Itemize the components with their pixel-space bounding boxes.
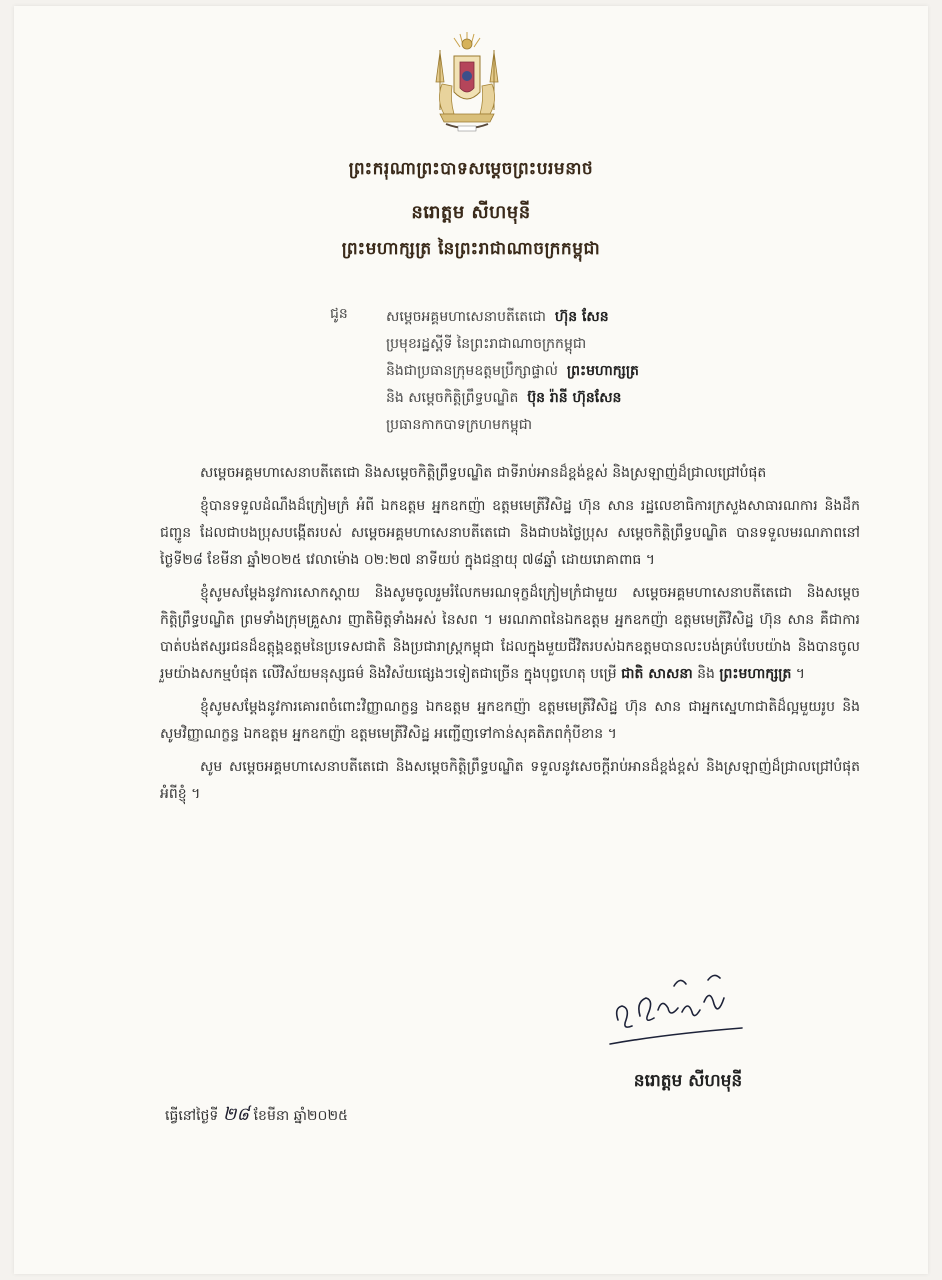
news-paragraph: ខ្ញុំបានទទួលដំណឹងដ៏ក្រៀមក្រំ អំពី ឯកឧត្តម អ្នកឧកញ៉ា ឧត្តមមេត្រីវិសិដ្ឋ ហ៊ុន សាន រដ្ឋលេខាធិការក្រសួងសាធារណការ និងដឹកជញ្ជូន ដែលជាបងប្រុសបង្កើតរបស់ សម្តេចអគ្គមហាសេនាបតីតេជោ និងជាបងថ្លៃប្រុស សម្តេចកិត្តិព្រឹទ្ធបណ្ឌិត បានទទួលមរណភាពនៅថ្ងៃទី២៨ ខែមីនា ឆ្នាំ២០២៥ វេលាម៉ោង ០២:២៧ នាទីយប់ ក្នុងជន្មាយុ ៧៨ឆ្នាំ ដោយរោគាពាធ ។ <box>160 498 860 568</box>
recipient-block <box>386 304 816 439</box>
royal-name-heading: នរោត្តម សីហមុនី <box>411 202 531 223</box>
handwritten-signature <box>596 968 746 1060</box>
nation-religion-text: ជាតិ សាសនា <box>621 666 693 682</box>
royal-title-king: ព្រះមហាក្សត្រ នៃព្រះរាជាណាចក្រកម្ពុជា <box>341 239 601 259</box>
recipient-line-1 <box>386 304 816 331</box>
condolence-paragraph <box>160 580 860 688</box>
recipient-king-ref: ព្រះមហាក្សត្រ <box>566 363 639 379</box>
recipient-line-4 <box>386 385 816 412</box>
recipient-name: ហ៊ុន សែន <box>554 309 609 325</box>
signer-name: នរោត្តម សីហមុនី <box>633 1071 743 1091</box>
date-prefix: ធ្វើនៅថ្ងៃទី <box>165 1108 219 1124</box>
recipient-line-5: ប្រធានកាកបាទក្រហមកម្ពុជា <box>386 417 533 433</box>
condolence-text: ខ្ញុំសូមសម្តែងនូវការសោកស្តាយ និងសូមចូលរួមរំលែកមរណទុក្ខដ៏ក្រៀមក្រំជាមួយ សម្តេចអគ្គមហាសេនាបតីតេជោ និងសម្តេចកិត្តិព្រឹទ្ធបណ្ឌិត ព្រមទាំងក្រុមគ្រួសារ ញាតិមិត្តទាំងអស់ នៃសព ។ មរណភាពនៃឯកឧត្តម អ្នកឧកញ៉ា ឧត្តមមេត្រីវិសិដ្ឋ ហ៊ុន សាន គឺជាការបាត់បង់ឥស្សរជនដ៏ឧត្តុង្គឧត្តមនៃប្រទេសជាតិ និងប្រជារាស្ត្រកម្ពុជា ដែលក្នុងមួយជីវិតរបស់ឯកឧត្តមបានលះបង់គ្រប់បែបយ៉ាង និងបានចូលរួមយ៉ាងសកម្មបំផុត លើវិស័យមនុស្សធម៌ និងវិស័យផ្សេងៗទៀតជាច្រើន ក្នុងបុព្វហេតុ បម្រើ <box>160 585 860 682</box>
date-day-handwritten: ២៨ <box>222 1104 250 1125</box>
period-text: ។ <box>795 666 806 682</box>
royal-emblem-icon <box>418 30 516 138</box>
conjunction-text: និង <box>697 666 715 682</box>
date-line <box>165 1102 348 1129</box>
recipient-title: សម្តេចអគ្គមហាសេនាបតីតេជោ <box>386 309 546 325</box>
king-text: ព្រះមហាក្សត្រ <box>719 666 792 682</box>
recipient-role: និងជាប្រធានក្រុមឧត្តមប្រឹក្សាផ្ទាល់ <box>386 363 558 379</box>
letter-body <box>160 460 860 814</box>
recipient2-name: ប៊ុន រ៉ានី ហ៊ុនសែន <box>527 390 622 406</box>
closing-paragraph: សូម សម្តេចអគ្គមហាសេនាបតីតេជោ និងសម្តេចកិត្តិព្រឹទ្ធបណ្ឌិត ទទួលនូវសេចក្តីរាប់អានដ៏ខ្ពង់ខ្ពស់ និងស្រឡាញ់ដ៏ជ្រាលជ្រៅបំផុត អំពីខ្ញុំ ។ <box>160 759 860 802</box>
date-month-year: ខែមីនា ឆ្នាំ២០២៥ <box>253 1108 348 1124</box>
recipient2-title: និង សម្តេចកិត្តិព្រឹទ្ធបណ្ឌិត <box>386 390 519 406</box>
recipient-line-2: ប្រមុខរដ្ឋស្តីទី នៃព្រះរាជាណាចក្រកម្ពុជា <box>386 336 587 352</box>
royal-title-line: ព្រះករុណាព្រះបាទសម្តេចព្រះបរមនាថ <box>348 159 594 179</box>
salutation-paragraph: សម្តេចអគ្គមហាសេនាបតីតេជោ និងសម្តេចកិត្តិព្រឹទ្ធបណ្ឌិត ជាទីរាប់អានដ៏ខ្ពង់ខ្ពស់ និងស្រឡាញ់ដ៏ជ្រាលជ្រៅបំផុត <box>200 465 767 481</box>
respect-paragraph: ខ្ញុំសូមសម្តែងនូវការគោរពចំពោះវិញ្ញាណក្ខន្ធ ឯកឧត្តម អ្នកឧកញ៉ា ឧត្តមមេត្រីវិសិដ្ឋ ហ៊ុន សាន ជាអ្នកស្នេហាជាតិដ៏ល្អមួយរូប និងសូមវិញ្ញាណក្ខន្ធ ឯកឧត្តម អ្នកឧកញ៉ា ឧត្តមមេត្រីវិសិដ្ឋ អញ្ជើញទៅកាន់សុគតិភពកុំបីខាន ។ <box>160 699 860 742</box>
recipient-label: ជូន <box>330 306 348 322</box>
recipient-line-3 <box>386 358 816 385</box>
